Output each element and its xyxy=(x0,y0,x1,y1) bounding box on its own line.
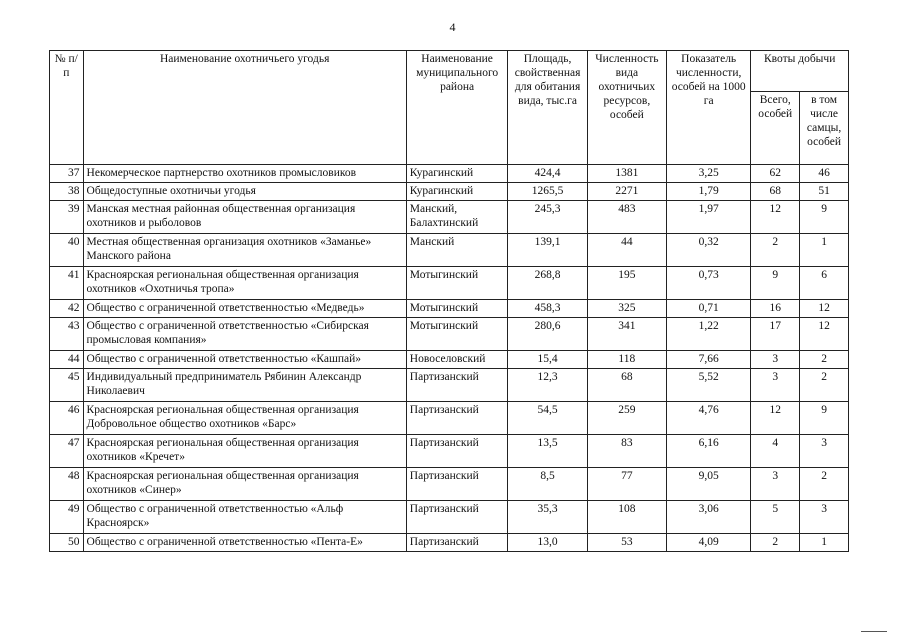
cell-males: 2 xyxy=(800,369,849,402)
cell-num: 45 xyxy=(50,369,84,402)
cell-total: 3 xyxy=(751,351,800,369)
cell-total: 5 xyxy=(751,501,800,534)
cell-total: 16 xyxy=(751,300,800,318)
cell-area: 139,1 xyxy=(508,234,587,267)
cell-total: 2 xyxy=(751,534,800,552)
table-row xyxy=(50,300,849,318)
cell-district: Партизанский xyxy=(406,369,508,402)
cell-density: 3,25 xyxy=(666,165,750,183)
cell-area: 35,3 xyxy=(508,501,587,534)
cell-count: 108 xyxy=(587,501,666,534)
cell-district: Партизанский xyxy=(406,534,508,552)
header-district: Наименование муниципального района xyxy=(406,51,508,165)
cell-area: 424,4 xyxy=(508,165,587,183)
cell-density: 0,73 xyxy=(666,267,750,300)
header-area: Площадь, свойственная для обитания вида, тыс.га xyxy=(508,51,587,165)
table-row xyxy=(50,201,849,234)
cell-name: Индивидуальный предприниматель Рябинин Александр Николаевич xyxy=(83,369,406,402)
cell-density: 4,09 xyxy=(666,534,750,552)
cell-name: Общество с ограниченной ответственностью «Сибирская промысловая компания» xyxy=(83,318,406,351)
cell-count: 77 xyxy=(587,468,666,501)
cell-density: 3,06 xyxy=(666,501,750,534)
table-row xyxy=(50,234,849,267)
cell-district: Мотыгинский xyxy=(406,318,508,351)
cell-district: Партизанский xyxy=(406,501,508,534)
cell-total: 68 xyxy=(751,183,800,201)
header-name: Наименование охотничьего угодья xyxy=(83,51,406,165)
table-row xyxy=(50,351,849,369)
cell-males: 6 xyxy=(800,267,849,300)
cell-males: 3 xyxy=(800,435,849,468)
cell-density: 9,05 xyxy=(666,468,750,501)
cell-count: 2271 xyxy=(587,183,666,201)
cell-count: 118 xyxy=(587,351,666,369)
cell-area: 280,6 xyxy=(508,318,587,351)
cell-area: 13,0 xyxy=(508,534,587,552)
cell-area: 13,5 xyxy=(508,435,587,468)
page-number: 4 xyxy=(449,20,456,34)
cell-total: 9 xyxy=(751,267,800,300)
header-total: Всего, особей xyxy=(751,92,800,165)
cell-males: 1 xyxy=(800,534,849,552)
cell-name: Красноярская региональная общественная организация охотников «Охотничья тропа» xyxy=(83,267,406,300)
cell-total: 62 xyxy=(751,165,800,183)
cell-district: Курагинский xyxy=(406,165,508,183)
cell-district: Партизанский xyxy=(406,402,508,435)
cell-area: 458,3 xyxy=(508,300,587,318)
table-row xyxy=(50,468,849,501)
cell-total: 2 xyxy=(751,234,800,267)
cell-males: 12 xyxy=(800,318,849,351)
cell-density: 1,79 xyxy=(666,183,750,201)
cell-name: Общество с ограниченной ответственностью «Медведь» xyxy=(83,300,406,318)
cell-area: 15,4 xyxy=(508,351,587,369)
header-quotas: Квоты добычи xyxy=(751,51,849,92)
cell-count: 325 xyxy=(587,300,666,318)
cell-name: Местная общественная организация охотников «Заманье» Манского района xyxy=(83,234,406,267)
footer-mark xyxy=(861,631,887,632)
cell-district: Манский, Балахтинский xyxy=(406,201,508,234)
cell-males: 1 xyxy=(800,234,849,267)
cell-num: 38 xyxy=(50,183,84,201)
table-row xyxy=(50,402,849,435)
cell-density: 4,76 xyxy=(666,402,750,435)
cell-name: Манская местная районная общественная организация охотников и рыболовов xyxy=(83,201,406,234)
table-row xyxy=(50,318,849,351)
cell-area: 54,5 xyxy=(508,402,587,435)
cell-density: 0,71 xyxy=(666,300,750,318)
cell-district: Новоселовский xyxy=(406,351,508,369)
cell-count: 483 xyxy=(587,201,666,234)
header-count: Численность вида охотничьих ресурсов, особей xyxy=(587,51,666,165)
cell-density: 1,97 xyxy=(666,201,750,234)
cell-males: 3 xyxy=(800,501,849,534)
cell-total: 12 xyxy=(751,201,800,234)
cell-males: 9 xyxy=(800,402,849,435)
cell-males: 46 xyxy=(800,165,849,183)
cell-males: 12 xyxy=(800,300,849,318)
cell-num: 42 xyxy=(50,300,84,318)
cell-males: 2 xyxy=(800,468,849,501)
cell-district: Курагинский xyxy=(406,183,508,201)
cell-count: 53 xyxy=(587,534,666,552)
cell-area: 12,3 xyxy=(508,369,587,402)
cell-density: 7,66 xyxy=(666,351,750,369)
cell-district: Партизанский xyxy=(406,435,508,468)
cell-total: 3 xyxy=(751,369,800,402)
cell-area: 1265,5 xyxy=(508,183,587,201)
cell-count: 44 xyxy=(587,234,666,267)
table-row xyxy=(50,369,849,402)
cell-males: 2 xyxy=(800,351,849,369)
cell-area: 8,5 xyxy=(508,468,587,501)
table-row xyxy=(50,165,849,183)
cell-count: 68 xyxy=(587,369,666,402)
cell-num: 46 xyxy=(50,402,84,435)
cell-name: Красноярская региональная общественная организация охотников «Синер» xyxy=(83,468,406,501)
cell-num: 39 xyxy=(50,201,84,234)
cell-num: 50 xyxy=(50,534,84,552)
cell-name: Некомерческое партнерство охотников промысловиков xyxy=(83,165,406,183)
cell-area: 268,8 xyxy=(508,267,587,300)
table-body xyxy=(50,165,849,552)
cell-density: 6,16 xyxy=(666,435,750,468)
hunting-quota-table xyxy=(49,50,849,552)
cell-count: 195 xyxy=(587,267,666,300)
cell-count: 259 xyxy=(587,402,666,435)
cell-num: 49 xyxy=(50,501,84,534)
cell-num: 43 xyxy=(50,318,84,351)
cell-name: Общество с ограниченной ответственностью «Кашпай» xyxy=(83,351,406,369)
cell-count: 1381 xyxy=(587,165,666,183)
header-males: в том числе самцы, особей xyxy=(800,92,849,165)
cell-num: 47 xyxy=(50,435,84,468)
cell-district: Манский xyxy=(406,234,508,267)
cell-density: 0,32 xyxy=(666,234,750,267)
cell-num: 48 xyxy=(50,468,84,501)
table-row xyxy=(50,501,849,534)
header-num: № п/п xyxy=(50,51,84,165)
cell-district: Мотыгинский xyxy=(406,300,508,318)
cell-name: Общество с ограниченной ответственностью «Пента-Е» xyxy=(83,534,406,552)
cell-district: Партизанский xyxy=(406,468,508,501)
cell-district: Мотыгинский xyxy=(406,267,508,300)
cell-name: Общедоступные охотничьи угодья xyxy=(83,183,406,201)
cell-num: 37 xyxy=(50,165,84,183)
cell-total: 12 xyxy=(751,402,800,435)
cell-males: 9 xyxy=(800,201,849,234)
cell-total: 4 xyxy=(751,435,800,468)
cell-total: 3 xyxy=(751,468,800,501)
cell-name: Общество с ограниченной ответственностью «Альф Красноярск» xyxy=(83,501,406,534)
cell-num: 40 xyxy=(50,234,84,267)
cell-count: 341 xyxy=(587,318,666,351)
cell-num: 44 xyxy=(50,351,84,369)
cell-density: 1,22 xyxy=(666,318,750,351)
table-row xyxy=(50,267,849,300)
table-row xyxy=(50,435,849,468)
cell-total: 17 xyxy=(751,318,800,351)
cell-name: Красноярская региональная общественная организация охотников «Кречет» xyxy=(83,435,406,468)
cell-area: 245,3 xyxy=(508,201,587,234)
cell-num: 41 xyxy=(50,267,84,300)
table-row xyxy=(50,183,849,201)
cell-name: Красноярская региональная общественная организация Добровольное общество охотников «Барс» xyxy=(83,402,406,435)
header-density: Показатель численности, особей на 1000 га xyxy=(666,51,750,165)
cell-density: 5,52 xyxy=(666,369,750,402)
cell-males: 51 xyxy=(800,183,849,201)
table-row xyxy=(50,534,849,552)
cell-count: 83 xyxy=(587,435,666,468)
